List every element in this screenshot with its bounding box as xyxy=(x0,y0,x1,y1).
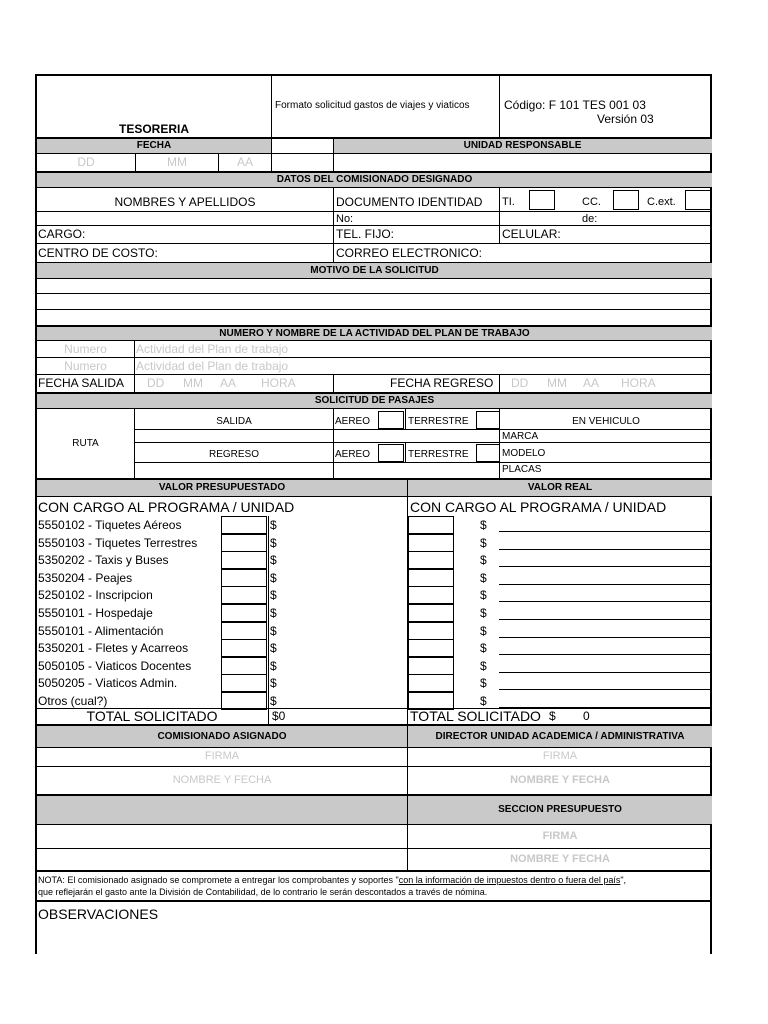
budget-item-currency: $ xyxy=(270,624,277,638)
cext-checkbox[interactable] xyxy=(685,190,711,210)
cargo-label: CARGO: xyxy=(38,227,86,241)
budget-item-label: Otros (cual?) xyxy=(38,694,108,708)
comisionado-firma-header: COMISIONADO ASIGNADO xyxy=(37,726,407,747)
regreso-label: REGRESO xyxy=(208,449,259,460)
real-item-currency: $ xyxy=(480,624,487,638)
budget-item-amount-input[interactable] xyxy=(221,622,267,640)
budget-item-currency: $ xyxy=(270,676,277,690)
regreso-terrestre-checkbox[interactable] xyxy=(476,444,500,462)
salida-hora[interactable]: HORA xyxy=(261,376,296,390)
real-item-amount-input[interactable] xyxy=(408,639,454,657)
fecha-header: FECHA xyxy=(37,139,271,153)
budget-item-currency: $ xyxy=(270,606,277,620)
salida-aereo-checkbox[interactable] xyxy=(378,411,404,429)
regreso-hora[interactable]: HORA xyxy=(621,376,656,390)
total-right-currency: $ xyxy=(549,709,556,723)
department-title: TESORERIA xyxy=(118,122,189,136)
total-right-label: TOTAL SOLICITADO xyxy=(410,709,541,724)
presupuesto-nombre-fecha[interactable]: NOMBRE Y FECHA xyxy=(510,853,610,865)
real-item-line[interactable] xyxy=(499,689,711,690)
budget-item-amount-input[interactable] xyxy=(221,569,267,587)
real-item-currency: $ xyxy=(480,641,487,655)
budget-item-amount-input[interactable] xyxy=(221,534,267,552)
centro-costo-label: CENTRO DE COSTO: xyxy=(38,246,158,260)
nota-line-1 xyxy=(38,875,710,885)
budget-item-currency: $ xyxy=(270,694,277,708)
doc-number-label: No: xyxy=(336,213,354,225)
doc-from-label: de: xyxy=(582,213,598,225)
tel-label: TEL. FIJO: xyxy=(336,227,395,241)
salida-terrestre-label: TERRESTRE xyxy=(408,416,469,427)
regreso-aereo-checkbox[interactable] xyxy=(378,444,404,462)
real-item-currency: $ xyxy=(480,571,487,585)
ti-checkbox[interactable] xyxy=(529,190,555,210)
correo-label: CORREO ELECTRONICO: xyxy=(336,246,483,260)
real-item-amount-input[interactable] xyxy=(408,516,454,534)
plan-actividad-1[interactable]: Actividad del Plan de trabajo xyxy=(136,342,289,356)
regreso-aereo-label: AEREO xyxy=(335,449,371,460)
nota-text-b: ", xyxy=(620,875,627,885)
budget-item-label: 5350202 - Taxis y Buses xyxy=(38,553,169,567)
budget-item-amount-input[interactable] xyxy=(221,674,267,692)
budget-item-amount-input[interactable] xyxy=(221,657,267,675)
budget-item-label: 5050105 - Viaticos Docentes xyxy=(38,659,192,673)
budget-item-amount-input[interactable] xyxy=(221,639,267,657)
budget-item-label: 5250102 - Inscripcion xyxy=(38,588,153,602)
budget-item-label: 5550102 - Tiquetes Aéreos xyxy=(38,518,182,532)
celular-label: CELULAR: xyxy=(502,227,561,241)
real-item-line[interactable] xyxy=(499,654,711,655)
salida-aereo-label: AEREO xyxy=(335,416,371,427)
comisionado-header: DATOS DEL COMISIONADO DESIGNADO xyxy=(37,173,712,187)
budget-item-amount-input[interactable] xyxy=(221,604,267,622)
cc-checkbox[interactable] xyxy=(613,190,639,210)
regreso-aa[interactable]: AA xyxy=(583,376,600,390)
budget-item-currency: $ xyxy=(270,641,277,655)
motivo-line-1[interactable] xyxy=(37,279,712,293)
budget-item-amount-input[interactable] xyxy=(221,516,267,534)
budget-column-divider xyxy=(268,516,269,724)
director-nombre-fecha[interactable]: NOMBRE Y FECHA xyxy=(510,774,610,786)
nota-text-a: NOTA: El comisionado asignado se compromete a entregar los comprobantes y soportes " xyxy=(38,875,399,885)
presupuestado-header: VALOR PRESUPUESTADO xyxy=(37,480,407,496)
fecha-regreso-label: FECHA REGRESO xyxy=(390,376,494,390)
budget-item-currency: $ xyxy=(270,553,277,567)
modelo-label: MODELO xyxy=(502,448,546,459)
seccion-presupuesto-header: SECCION PRESUPUESTO xyxy=(408,796,712,824)
budget-item-currency: $ xyxy=(270,518,277,532)
director-header: DIRECTOR UNIDAD ACADEMICA / ADMINISTRATIVA xyxy=(408,726,712,747)
budget-item-label: 5550103 - Tiquetes Terrestres xyxy=(38,536,198,550)
real-item-line[interactable] xyxy=(499,531,711,532)
real-item-line[interactable] xyxy=(499,601,711,602)
real-item-currency: $ xyxy=(480,536,487,550)
pasajes-header: SOLICITUD DE PASAJES xyxy=(37,394,712,408)
plan-numero-2[interactable]: Numero xyxy=(64,359,107,373)
salida-terrestre-checkbox[interactable] xyxy=(476,411,500,429)
real-item-currency: $ xyxy=(480,659,487,673)
motivo-header: MOTIVO DE LA SOLICITUD xyxy=(37,263,712,278)
form-code: Código: F 101 TES 001 03 xyxy=(504,98,646,112)
vehiculo-label: EN VEHICULO xyxy=(572,416,640,427)
real-item-line[interactable] xyxy=(499,566,711,567)
unidad-header: UNIDAD RESPONSABLE xyxy=(333,139,712,153)
real-item-line[interactable] xyxy=(499,549,711,550)
regreso-dd[interactable]: DD xyxy=(511,376,529,390)
budget-item-currency: $ xyxy=(270,571,277,585)
real-item-amount-input[interactable] xyxy=(408,604,454,622)
motivo-line-2[interactable] xyxy=(37,294,712,309)
budget-item-amount-input[interactable] xyxy=(221,551,267,569)
observaciones-label: OBSERVACIONES xyxy=(38,906,159,922)
budget-item-label: 5550101 - Hospedaje xyxy=(38,606,153,620)
budget-item-label: 5350201 - Fletes y Acarreos xyxy=(38,641,189,655)
real-item-currency: $ xyxy=(480,694,487,708)
budget-item-currency: $ xyxy=(270,536,277,550)
budget-item-label: 5550101 - Alimentación xyxy=(38,624,164,638)
cc-label: CC. xyxy=(582,196,601,208)
real-item-currency: $ xyxy=(480,553,487,567)
comisionado-firma[interactable]: FIRMA xyxy=(204,750,240,762)
ti-label: TI. xyxy=(502,196,515,208)
nombres-label: NOMBRES Y APELLIDOS xyxy=(114,195,256,209)
nota-line-2: que reflejarán el gasto ante la División de Contabilidad, de lo contrario le serán descontados a través de nómina. xyxy=(38,887,488,897)
nota-text-underlined: con la información de impuestos dentro o fuera del país xyxy=(398,875,621,885)
total-left-value: $0 xyxy=(272,709,286,723)
regreso-mm[interactable]: MM xyxy=(547,376,567,390)
documento-label: DOCUMENTO IDENTIDAD xyxy=(336,195,483,209)
real-item-line[interactable] xyxy=(499,619,711,620)
cargo-programa-left: CON CARGO AL PROGRAMA / UNIDAD xyxy=(38,499,295,515)
real-item-amount-input[interactable] xyxy=(408,569,454,587)
real-item-currency: $ xyxy=(480,676,487,690)
plan-actividad-2[interactable]: Actividad del Plan de trabajo xyxy=(136,359,289,373)
cargo-programa-right: CON CARGO AL PROGRAMA / UNIDAD xyxy=(410,499,667,515)
real-item-amount-input[interactable] xyxy=(408,586,454,604)
form-version: Versión 03 xyxy=(597,112,654,126)
real-item-currency: $ xyxy=(480,606,487,620)
blank-gray-cell xyxy=(37,796,407,824)
real-item-amount-input[interactable] xyxy=(408,622,454,640)
real-item-line[interactable] xyxy=(499,584,711,585)
total-left-label: TOTAL SOLICITADO xyxy=(86,709,218,724)
comisionado-nombre-fecha[interactable]: NOMBRE Y FECHA xyxy=(172,774,272,786)
fecha-salida-label: FECHA SALIDA xyxy=(38,376,125,390)
cext-label: C.ext. xyxy=(647,196,676,208)
ruta-label: RUTA xyxy=(72,438,99,449)
real-item-currency: $ xyxy=(480,588,487,602)
plan-header: NUMERO Y NOMBRE DE LA ACTIVIDAD DEL PLAN DE TRABAJO xyxy=(37,327,712,340)
director-firma[interactable]: FIRMA xyxy=(542,750,578,762)
salida-aa[interactable]: AA xyxy=(220,376,237,390)
real-header: VALOR REAL xyxy=(408,480,712,496)
motivo-line-3[interactable] xyxy=(37,310,712,325)
budget-item-amount-input[interactable] xyxy=(221,586,267,604)
regreso-terrestre-label: TERRESTRE xyxy=(408,449,469,460)
real-item-currency: $ xyxy=(480,518,487,532)
marca-label: MARCA xyxy=(502,431,539,442)
presupuesto-firma[interactable]: FIRMA xyxy=(542,830,578,842)
budget-item-label: 5350204 - Peajes xyxy=(38,571,133,585)
budget-item-currency: $ xyxy=(270,659,277,673)
travel-request-form xyxy=(35,74,712,954)
fecha-aa-input[interactable]: AA xyxy=(236,155,253,169)
total-right-value: 0 xyxy=(583,709,590,723)
real-item-amount-input[interactable] xyxy=(408,551,454,569)
real-item-line[interactable] xyxy=(499,637,711,638)
real-item-amount-input[interactable] xyxy=(408,534,454,552)
fecha-mm-input[interactable]: MM xyxy=(167,155,187,169)
salida-label: SALIDA xyxy=(216,416,252,427)
fecha-dd-input[interactable]: DD xyxy=(77,155,95,169)
plan-numero-1[interactable]: Numero xyxy=(64,342,107,356)
real-item-line[interactable] xyxy=(499,672,711,673)
salida-dd[interactable]: DD xyxy=(147,376,165,390)
form-title: Formato solicitud gastos de viajes y viaticos xyxy=(275,100,470,111)
salida-mm[interactable]: MM xyxy=(183,376,203,390)
observaciones-area[interactable] xyxy=(37,924,712,954)
real-item-amount-input[interactable] xyxy=(408,657,454,675)
placas-label: PLACAS xyxy=(502,464,542,475)
unidad-input[interactable] xyxy=(334,154,712,170)
budget-item-label: 5050205 - Viaticos Admin. xyxy=(38,676,178,690)
budget-item-currency: $ xyxy=(270,588,277,602)
real-item-amount-input[interactable] xyxy=(408,674,454,692)
